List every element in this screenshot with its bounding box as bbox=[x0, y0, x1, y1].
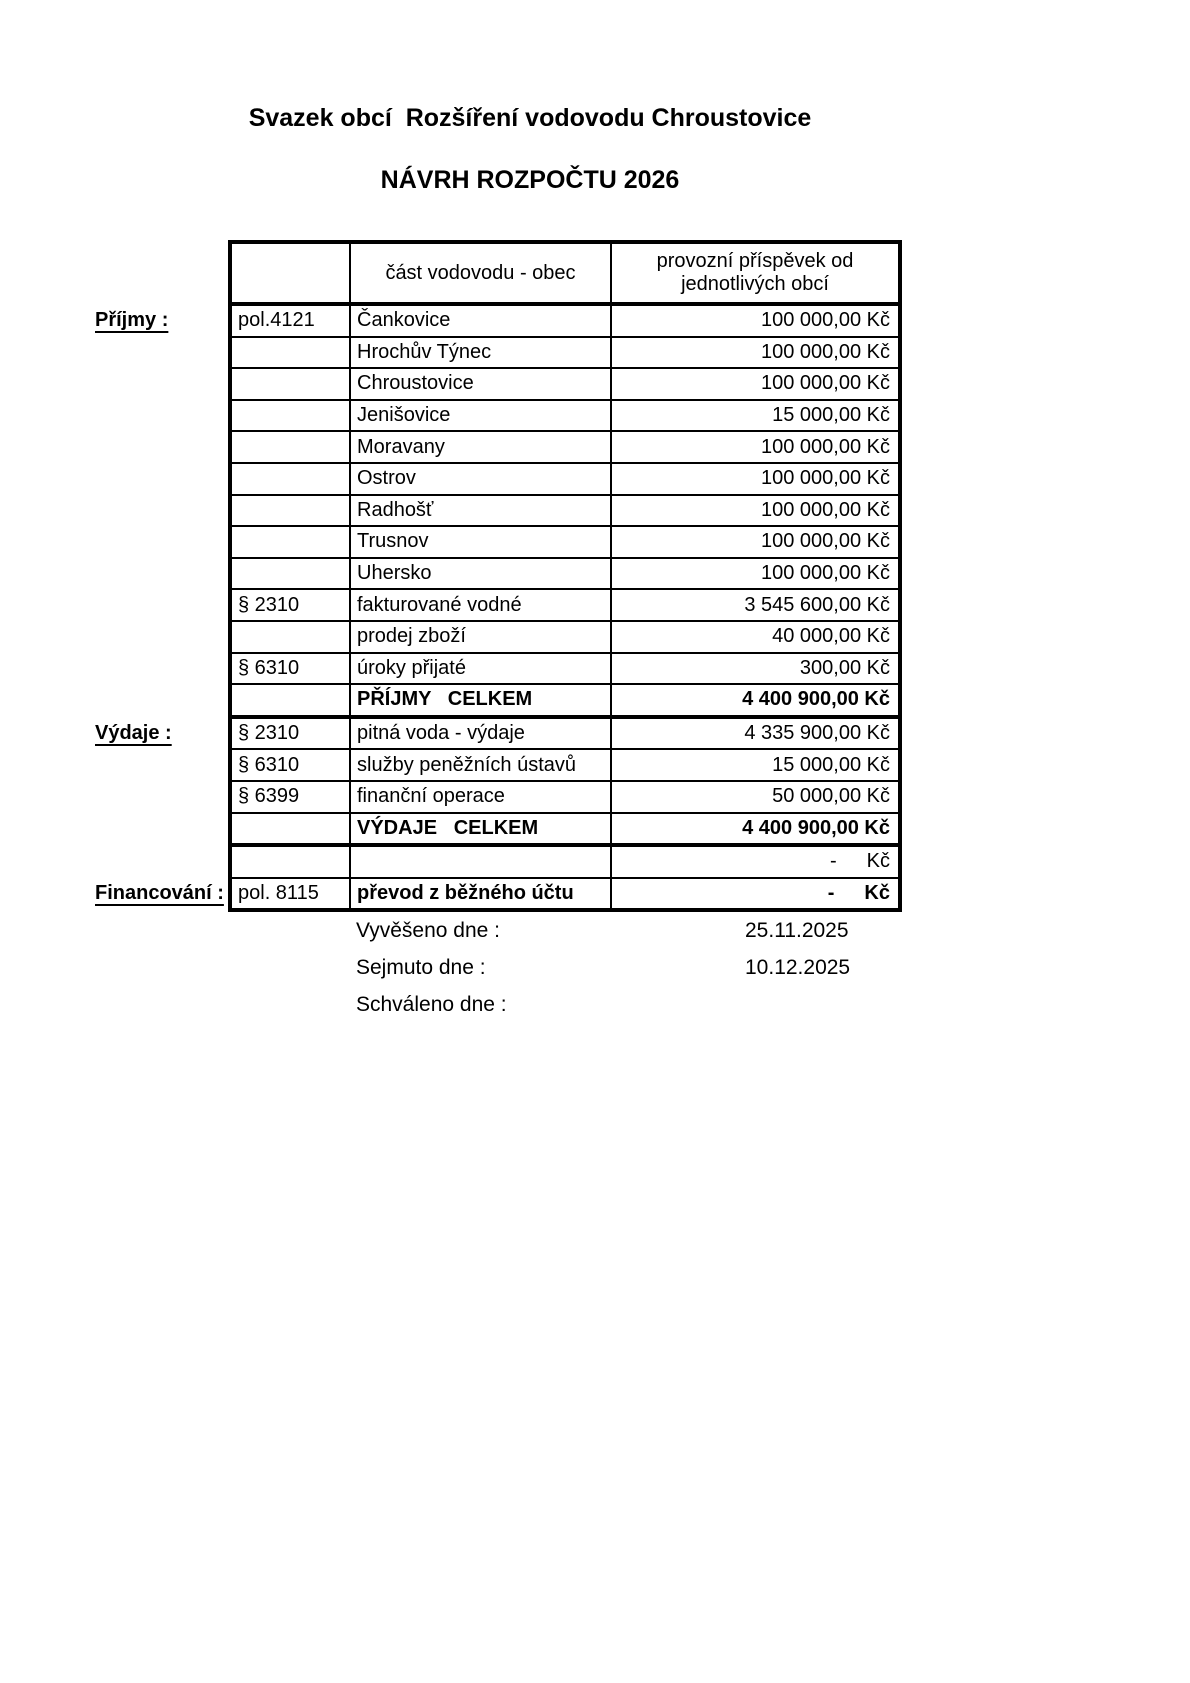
section-label-cell bbox=[95, 304, 230, 337]
removed-date-line bbox=[356, 949, 915, 986]
code-cell: pol.4121 bbox=[230, 304, 350, 337]
name-cell: převod z běžného účtu bbox=[350, 878, 611, 911]
removed-date-label: Sejmuto dne : bbox=[356, 955, 486, 979]
section-label: Financování : bbox=[95, 882, 224, 905]
value-cell bbox=[611, 717, 900, 750]
approved-date-label: Schváleno dne : bbox=[356, 992, 507, 1016]
table-row bbox=[95, 781, 900, 813]
name-cell: Radhošť bbox=[350, 495, 611, 527]
value-cell bbox=[611, 878, 900, 911]
code-cell: § 6399 bbox=[230, 781, 350, 813]
table-row bbox=[95, 400, 900, 432]
amount-value: 100 000,00 Kč bbox=[761, 498, 890, 521]
name-cell: Uhersko bbox=[350, 558, 611, 590]
section-label-cell bbox=[95, 431, 230, 463]
name-cell: fakturované vodné bbox=[350, 589, 611, 621]
section-label: Výdaje : bbox=[95, 721, 172, 744]
code-cell bbox=[230, 337, 350, 369]
code-cell: § 6310 bbox=[230, 653, 350, 685]
table-row bbox=[95, 495, 900, 527]
value-cell bbox=[611, 337, 900, 369]
table-row bbox=[95, 845, 900, 878]
removed-date-value: 10.12.2025 bbox=[745, 955, 851, 979]
name-cell: Jenišovice bbox=[350, 400, 611, 432]
value-cell bbox=[611, 463, 900, 495]
table-row bbox=[95, 653, 900, 685]
name-cell: PŘÍJMY CELKEM bbox=[350, 684, 611, 717]
code-cell bbox=[230, 431, 350, 463]
section-label-cell bbox=[95, 621, 230, 653]
header-value-cell: provozní příspěvek od jednotlivých obcí bbox=[611, 242, 900, 304]
value-cell bbox=[611, 845, 900, 878]
currency-suffix: Kč bbox=[866, 850, 890, 873]
name-cell: pitná voda - výdaje bbox=[350, 717, 611, 750]
table-row bbox=[95, 304, 900, 337]
table-row bbox=[95, 717, 900, 750]
value-cell bbox=[611, 749, 900, 781]
table-row bbox=[95, 337, 900, 369]
amount-value: 100 000,00 Kč bbox=[761, 467, 890, 490]
amount-value: 100 000,00 Kč bbox=[761, 562, 890, 585]
code-cell bbox=[230, 463, 350, 495]
table-row bbox=[95, 813, 900, 846]
header-name-cell: část vodovodu - obec bbox=[350, 242, 611, 304]
section-label-cell bbox=[95, 526, 230, 558]
section-label-cell bbox=[95, 781, 230, 813]
section-label-cell bbox=[95, 845, 230, 878]
section-label-cell bbox=[95, 337, 230, 369]
section-label-cell bbox=[95, 463, 230, 495]
section-label-cell bbox=[95, 749, 230, 781]
section-label-cell bbox=[95, 717, 230, 750]
amount-value: 15 000,00 Kč bbox=[772, 404, 890, 427]
table-header-row bbox=[95, 242, 900, 304]
section-label-cell bbox=[95, 558, 230, 590]
value-cell bbox=[611, 431, 900, 463]
section-label-cell bbox=[95, 684, 230, 717]
amount-value: - bbox=[829, 850, 837, 873]
amount-value: 100 000,00 Kč bbox=[761, 340, 890, 363]
name-cell bbox=[350, 845, 611, 878]
amount-value: 4 335 900,00 Kč bbox=[744, 722, 890, 745]
value-cell bbox=[611, 400, 900, 432]
section-label-cell bbox=[95, 589, 230, 621]
code-cell bbox=[230, 400, 350, 432]
budget-table bbox=[95, 240, 902, 912]
amount-value: 100 000,00 Kč bbox=[761, 372, 890, 395]
code-cell bbox=[230, 813, 350, 846]
posted-date-label: Vyvěšeno dne : bbox=[356, 918, 500, 942]
value-cell bbox=[611, 368, 900, 400]
value-cell bbox=[611, 526, 900, 558]
budget-title: NÁVRH ROZPOČTU 2026 bbox=[380, 166, 680, 194]
section-label-cell bbox=[95, 813, 230, 846]
value-cell bbox=[611, 495, 900, 527]
amount-value: 4 400 900,00 Kč bbox=[742, 816, 890, 839]
table-row bbox=[95, 368, 900, 400]
section-label-cell bbox=[95, 878, 230, 911]
section-label: Příjmy : bbox=[95, 308, 169, 331]
name-cell: prodej zboží bbox=[350, 621, 611, 653]
name-cell: Trusnov bbox=[350, 526, 611, 558]
section-label-cell bbox=[95, 653, 230, 685]
table-row bbox=[95, 621, 900, 653]
name-cell: Moravany bbox=[350, 431, 611, 463]
table-row bbox=[95, 749, 900, 781]
amount-value: 50 000,00 Kč bbox=[772, 785, 890, 808]
date-block bbox=[356, 912, 915, 1023]
value-cell bbox=[611, 304, 900, 337]
amount-value: 40 000,00 Kč bbox=[772, 625, 890, 648]
value-cell bbox=[611, 653, 900, 685]
value-cell bbox=[611, 781, 900, 813]
code-cell bbox=[230, 368, 350, 400]
amount-value: 100 000,00 Kč bbox=[761, 530, 890, 553]
code-cell bbox=[230, 845, 350, 878]
code-cell: § 2310 bbox=[230, 589, 350, 621]
name-cell: Hrochův Týnec bbox=[350, 337, 611, 369]
section-label-cell bbox=[95, 368, 230, 400]
code-cell: pol. 8115 bbox=[230, 878, 350, 911]
value-cell bbox=[611, 684, 900, 717]
budget-table-wrap bbox=[95, 240, 902, 912]
table-row bbox=[95, 463, 900, 495]
name-cell: Ostrov bbox=[350, 463, 611, 495]
amount-value: 300,00 Kč bbox=[799, 656, 890, 679]
code-cell bbox=[230, 495, 350, 527]
code-cell bbox=[230, 526, 350, 558]
name-cell: finanční operace bbox=[350, 781, 611, 813]
approved-date-line bbox=[356, 986, 915, 1023]
header-code-cell bbox=[230, 242, 350, 304]
amount-value: - bbox=[827, 881, 835, 904]
name-cell: úroky přijaté bbox=[350, 653, 611, 685]
table-row bbox=[95, 558, 900, 590]
table-row bbox=[95, 589, 900, 621]
value-cell bbox=[611, 813, 900, 846]
amount-value: 4 400 900,00 Kč bbox=[742, 688, 890, 711]
section-label-cell bbox=[95, 400, 230, 432]
value-cell bbox=[611, 558, 900, 590]
amount-value: 100 000,00 Kč bbox=[761, 309, 890, 332]
amount-value: 3 545 600,00 Kč bbox=[744, 593, 890, 616]
section-label-cell bbox=[95, 495, 230, 527]
amount-value: 15 000,00 Kč bbox=[772, 753, 890, 776]
code-cell bbox=[230, 558, 350, 590]
name-cell: Chroustovice bbox=[350, 368, 611, 400]
posted-date-line bbox=[356, 912, 915, 949]
currency-suffix: Kč bbox=[864, 881, 890, 904]
code-cell: § 2310 bbox=[230, 717, 350, 750]
header-gutter bbox=[95, 242, 230, 304]
name-cell: služby peněžních ústavů bbox=[350, 749, 611, 781]
name-cell: VÝDAJE CELKEM bbox=[350, 813, 611, 846]
name-cell: Čankovice bbox=[350, 304, 611, 337]
table-row bbox=[95, 526, 900, 558]
code-cell bbox=[230, 621, 350, 653]
posted-date-value: 25.11.2025 bbox=[745, 918, 849, 942]
document-title: Svazek obcí Rozšíření vodovodu Chroustovice bbox=[248, 104, 812, 132]
amount-value: 100 000,00 Kč bbox=[761, 435, 890, 458]
table-row bbox=[95, 431, 900, 463]
table-row bbox=[95, 684, 900, 717]
value-cell bbox=[611, 621, 900, 653]
table-row bbox=[95, 878, 900, 911]
code-cell bbox=[230, 684, 350, 717]
value-cell bbox=[611, 589, 900, 621]
code-cell: § 6310 bbox=[230, 749, 350, 781]
